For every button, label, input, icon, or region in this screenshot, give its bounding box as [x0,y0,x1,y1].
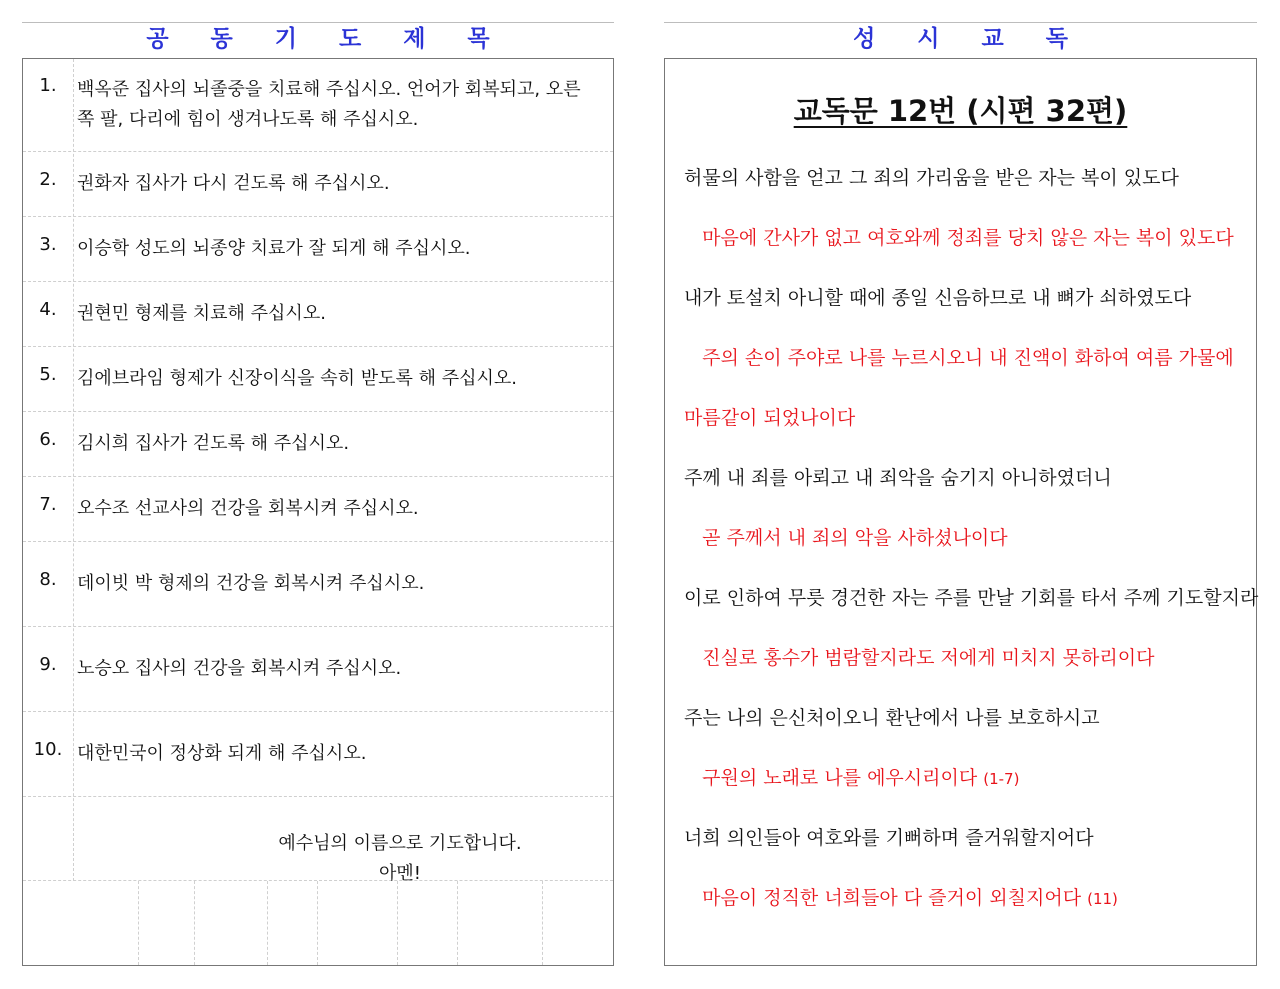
prayer-item-number: 3. [39,234,57,255]
grid-divider [542,881,543,965]
prayer-item-text: 백옥준 집사의 뇌졸중을 치료해 주십시오. 언어가 회복되고, 오른쪽 팔, 다리에 힘이 생겨나도록 해 주십시오. [77,79,581,130]
reading-line-text: 곧 주께서 내 죄의 악을 사하셨나이다 [684,527,1008,549]
reading-line [684,883,1118,910]
prayer-item-number: 1. [39,75,57,96]
prayer-item-text: 이승학 성도의 뇌종양 치료가 잘 되게 해 주십시오. [77,238,471,259]
prayer-item-text: 데이빗 박 형제의 건강을 회복시켜 주십시오. [77,573,425,594]
reading-line [684,223,1234,250]
prayer-item [23,542,613,627]
prayer-item [23,712,613,797]
prayer-item [23,477,613,542]
reading-line [684,343,1234,370]
grid-divider [317,881,318,965]
prayer-item-number: 9. [39,654,57,675]
reading-line-text: 허물의 사함을 얻고 그 죄의 가리움을 받은 자는 복이 있도다 [684,167,1179,189]
closing-prayer [193,829,607,889]
responsive-reading-heading: 성시교독 [853,26,1110,52]
reading-line-text: 마음이 정직한 너희들아 다 즐거이 외칠지어다 [684,887,1088,909]
reading-line-text: 마름같이 되었나이다 [684,407,856,429]
reading-line [684,643,1154,670]
reading-line-text: 마음에 간사가 없고 여호와께 정죄를 당치 않은 자는 복이 있도다 [684,227,1234,249]
verse-ref: (11) [1087,890,1118,908]
closing-line: 예수님의 이름으로 기도합니다. [278,833,522,854]
verse-ref: (1-7) [983,770,1020,788]
prayer-item-text: 오수조 선교사의 건강을 회복시켜 주십시오. [77,498,419,519]
prayer-list-panel [22,58,614,966]
prayer-item-text: 김시희 집사가 걷도록 해 주십시오. [77,433,350,454]
reading-line [684,583,1258,610]
reading-line-text: 구원의 노래로 나를 에우시리이다 [684,767,984,789]
prayer-item-number: 7. [39,494,57,515]
prayer-item-number: 2. [39,169,57,190]
grid-divider [397,881,398,965]
reading-line [684,703,1100,730]
reading-line-text: 주의 손이 주야로 나를 누르시오니 내 진액이 화하여 여름 가물에 [684,347,1234,369]
prayer-item [23,282,613,347]
prayer-item [23,347,613,412]
responsive-reading-panel [664,58,1257,966]
amen: 아멘! [379,863,421,884]
grid-divider [138,881,139,965]
reading-line-text: 내가 토설치 아니할 때에 종일 신음하므로 내 뼈가 쇠하였도다 [684,287,1192,309]
reading-line [684,523,1008,550]
reading-line [684,163,1179,190]
reading-line [684,823,1094,850]
reading-title [665,89,1256,130]
prayer-item [23,627,613,712]
reading-line-text: 주께 내 죄를 아뢰고 내 죄악을 숨기지 아니하였더니 [684,467,1112,489]
prayer-item [23,152,613,217]
prayer-item-number: 5. [39,364,57,385]
prayer-item-text: 권현민 형제를 치료해 주십시오. [77,303,326,324]
reading-line [684,283,1191,310]
prayer-item-text: 권화자 집사가 다시 걷도록 해 주십시오. [77,173,390,194]
grid-divider [267,881,268,965]
reading-line [684,763,1019,790]
prayer-item-number: 6. [39,429,57,450]
grid-divider [457,881,458,965]
prayer-heading: 공동기도제목 [146,26,532,52]
prayer-item [23,217,613,282]
reading-line [684,463,1112,490]
prayer-item [23,59,613,152]
prayer-item-number: 4. [39,299,57,320]
reading-line-text: 너희 의인들아 여호와를 기뻐하며 즐거워할지어다 [684,827,1094,849]
right-heading-rule [664,22,1257,23]
prayer-item-number: 8. [39,569,57,590]
reading-title-text: 교독문 12번 (시편 32편) [793,94,1128,128]
prayer-item-number: 10. [33,739,63,760]
reading-line-text: 주는 나의 은신처이오니 환난에서 나를 보호하시고 [684,707,1100,729]
reading-line [684,403,855,430]
reading-line-text: 이로 인하여 무릇 경건한 자는 주를 만날 기회를 타서 주께 기도할지라 [684,587,1259,609]
prayer-item-text: 대한민국이 정상화 되게 해 주십시오. [77,743,367,764]
left-heading-rule [22,22,614,23]
prayer-item-text: 노승오 집사의 건강을 회복시켜 주십시오. [77,658,402,679]
reading-line-text: 진실로 홍수가 범람할지라도 저에게 미치지 못하리이다 [684,647,1155,669]
prayer-item [23,412,613,477]
prayer-item-text: 김에브라임 형제가 신장이식을 속히 받도록 해 주십시오. [77,368,517,389]
grid-divider [194,881,195,965]
